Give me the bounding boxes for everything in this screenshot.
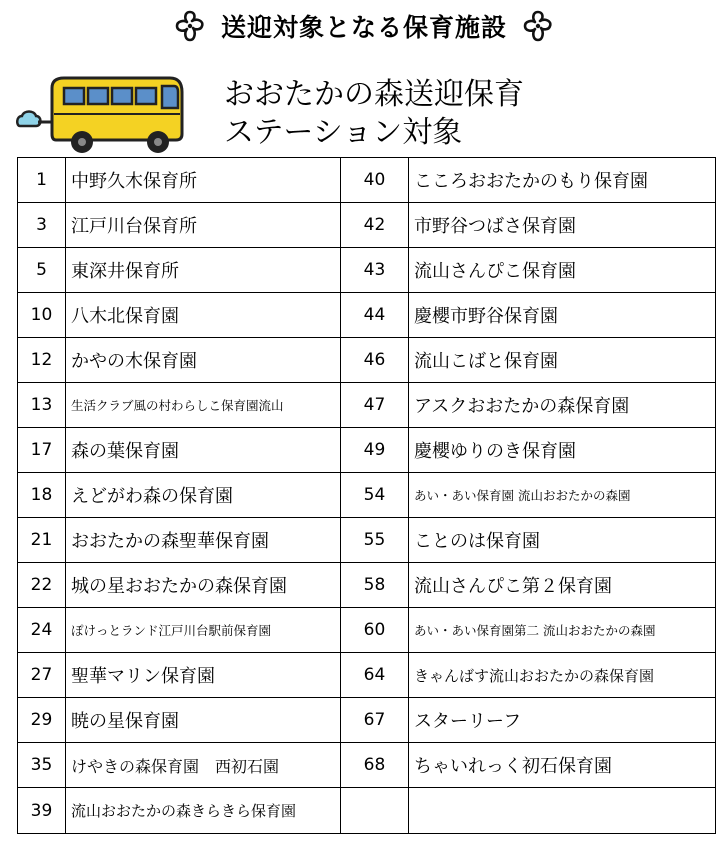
facility-number: 18 — [18, 473, 66, 518]
facility-number: 39 — [18, 788, 66, 834]
facility-number: 68 — [341, 743, 409, 788]
table-row — [18, 788, 716, 834]
table-row — [18, 203, 716, 248]
facility-number: 13 — [18, 383, 66, 428]
subtitle-line: ステーション対象 — [224, 115, 463, 150]
table-row — [18, 743, 716, 788]
facility-number: 60 — [341, 608, 409, 653]
facility-name — [409, 788, 716, 834]
facility-number: 44 — [341, 293, 409, 338]
header — [0, 6, 728, 46]
facility-number: 55 — [341, 518, 409, 563]
facility-number: 3 — [18, 203, 66, 248]
table-row — [18, 563, 716, 608]
facility-name: ことのは保育園 — [409, 518, 716, 563]
facility-name: きゃんばす流山おおたかの森保育園 — [409, 653, 716, 698]
facility-number: 49 — [341, 428, 409, 473]
facility-name: おおたかの森聖華保育園 — [66, 518, 341, 563]
facility-number: 29 — [18, 698, 66, 743]
facility-table — [17, 157, 716, 834]
facility-number: 17 — [18, 428, 66, 473]
facility-number: 42 — [341, 203, 409, 248]
facility-name: 慶櫻市野谷保育園 — [409, 293, 716, 338]
table-row — [18, 293, 716, 338]
facility-name: 城の星おおたかの森保育園 — [66, 563, 341, 608]
subtitle — [224, 76, 524, 152]
facility-number: 22 — [18, 563, 66, 608]
facility-name: こころおおたかのもり保育園 — [409, 158, 716, 203]
facility-number: 10 — [18, 293, 66, 338]
facility-number: 21 — [18, 518, 66, 563]
facility-name: 暁の星保育園 — [66, 698, 341, 743]
facility-name: 市野谷つばさ保育園 — [409, 203, 716, 248]
facility-number: 58 — [341, 563, 409, 608]
facility-name: 聖華マリン保育園 — [66, 653, 341, 698]
table-row — [18, 248, 716, 293]
subtitle-line: おおたかの森送迎保育 — [224, 77, 524, 112]
facility-name: 森の葉保育園 — [66, 428, 341, 473]
page-title: 送迎対象となる保育施設 — [220, 13, 507, 42]
facility-name: ちゃいれっく初石保育園 — [409, 743, 716, 788]
facility-number: 12 — [18, 338, 66, 383]
facility-number: 27 — [18, 653, 66, 698]
facility-number: 67 — [341, 698, 409, 743]
facility-name: えどがわ森の保育園 — [66, 473, 341, 518]
facility-name: アスクおおたかの森保育園 — [409, 383, 716, 428]
facility-name: 中野久木保育所 — [66, 158, 341, 203]
facility-name: けやきの森保育園 西初石園 — [66, 743, 341, 788]
table-row — [18, 383, 716, 428]
facility-number: 43 — [341, 248, 409, 293]
facility-number: 54 — [341, 473, 409, 518]
table-row — [18, 338, 716, 383]
facility-number — [341, 788, 409, 834]
facility-name: 流山さんぴこ保育園 — [409, 248, 716, 293]
table-row — [18, 608, 716, 653]
flower-icon — [521, 9, 555, 43]
facility-name: かやの木保育園 — [66, 338, 341, 383]
facility-name: 生活クラブ風の村わらしこ保育園流山 — [66, 383, 341, 428]
table-row — [18, 518, 716, 563]
facility-number: 35 — [18, 743, 66, 788]
table-row — [18, 428, 716, 473]
facility-name: 流山さんぴこ第２保育園 — [409, 563, 716, 608]
facility-name: 東深井保育所 — [66, 248, 341, 293]
facility-number: 47 — [341, 383, 409, 428]
facility-name: 慶櫻ゆりのき保育園 — [409, 428, 716, 473]
bus-icon — [12, 72, 190, 156]
facility-name: 流山おおたかの森きらきら保育園 — [66, 788, 341, 834]
facility-number: 1 — [18, 158, 66, 203]
table-row — [18, 698, 716, 743]
facility-name: 江戸川台保育所 — [66, 203, 341, 248]
facility-number: 64 — [341, 653, 409, 698]
flower-icon — [173, 9, 207, 43]
facility-name: あい・あい保育園 流山おおたかの森園 — [409, 473, 716, 518]
facility-number: 24 — [18, 608, 66, 653]
facility-name: ぽけっとランド江戸川台駅前保育園 — [66, 608, 341, 653]
facility-name: 流山こばと保育園 — [409, 338, 716, 383]
table-row — [18, 653, 716, 698]
facility-number: 5 — [18, 248, 66, 293]
facility-number: 40 — [341, 158, 409, 203]
facility-number: 46 — [341, 338, 409, 383]
facility-name: あい・あい保育園第二 流山おおたかの森園 — [409, 608, 716, 653]
table-row — [18, 158, 716, 203]
table-row — [18, 473, 716, 518]
facility-name: スターリーフ — [409, 698, 716, 743]
facility-name: 八木北保育園 — [66, 293, 341, 338]
